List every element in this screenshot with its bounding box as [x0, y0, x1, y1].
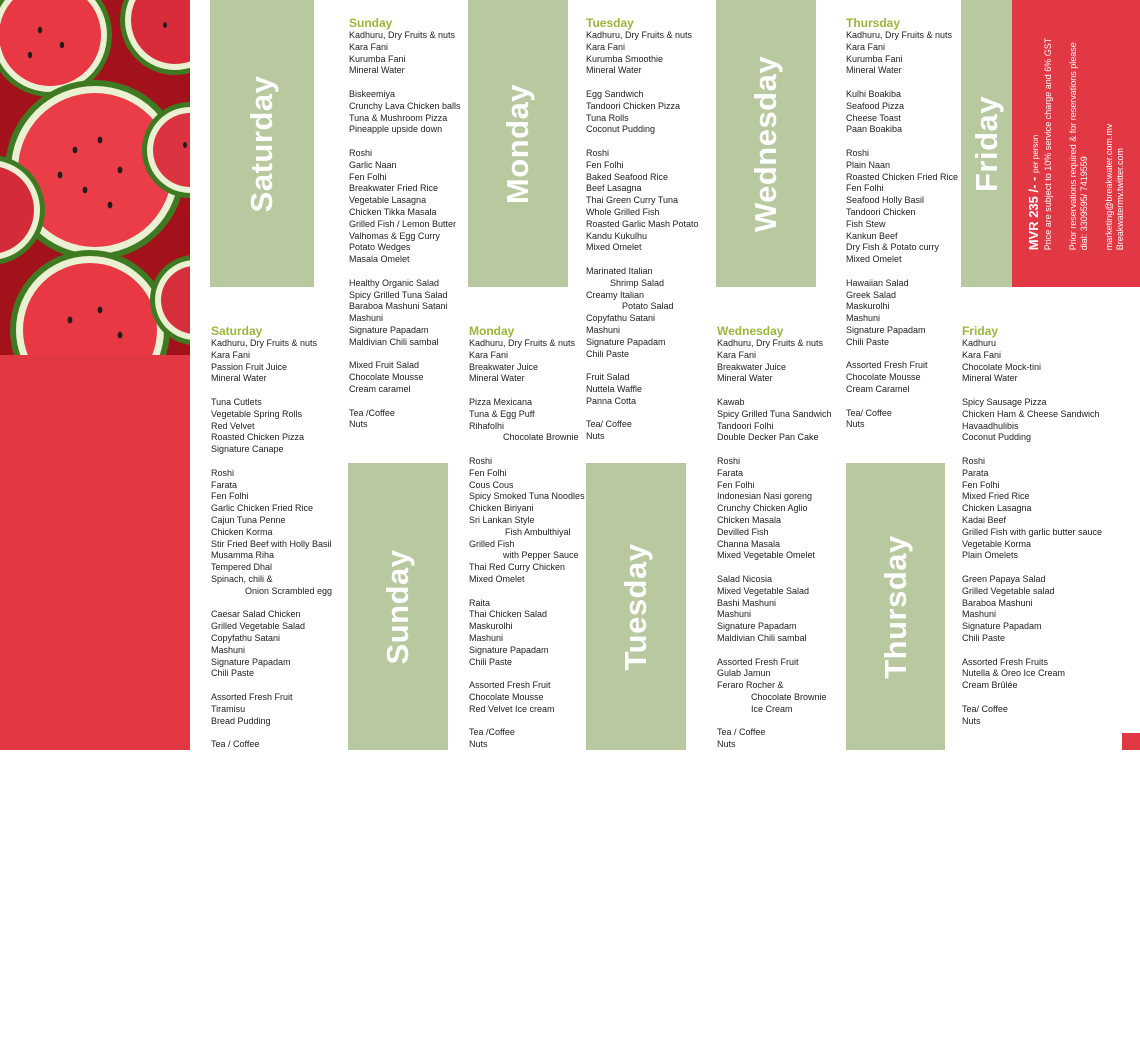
price-text: [1026, 37, 1126, 250]
price-value: MVR 235 /-: [1026, 184, 1041, 250]
menu-item: with Pepper Sauce: [503, 550, 579, 561]
menu-item: Indonesian Nasi goreng: [717, 491, 813, 502]
menu-item: Chocolate Mousse: [469, 691, 544, 702]
menu-wednesday: [717, 324, 832, 751]
menu-item: Signature Papadam: [586, 336, 666, 347]
menu-item: Chicken Masala: [717, 514, 782, 525]
menu-item: Maldivian Chili sambal: [717, 632, 807, 643]
menu-friday: [962, 324, 1102, 727]
menu-item: Chocolate Mousse: [349, 372, 424, 383]
price-amount: MVR 235 /- - per person: [1026, 134, 1041, 250]
menu-item: Vegetable Spring Rolls: [211, 408, 303, 419]
menu-item: Spicy Smoked Tuna Noodles: [469, 491, 585, 502]
menu-item: Breakwater Fried Rice: [349, 183, 439, 194]
menu-item: Kadhuru, Dry Fruits & nuts: [469, 338, 576, 348]
menu-item: Cream Caramel: [846, 383, 910, 394]
menu-gap: [586, 408, 699, 420]
menu-thursday: [846, 16, 958, 431]
menu-item: Breakwater Juice: [469, 361, 539, 372]
menu-item: Gulab Jamun: [717, 668, 771, 679]
menu-item: Vegetable Lasagna: [349, 195, 427, 206]
menu-item: Roshi: [349, 147, 373, 158]
menu-gap: [962, 692, 1102, 704]
menu-gap: [717, 385, 832, 397]
menu-item: Dry Fish & Potato curry: [846, 242, 940, 253]
menu-day-heading: Tuesday: [586, 16, 634, 30]
menu-item: Spicy Grilled Tuna Sandwich: [717, 408, 832, 419]
menu-item: Kara Fani: [469, 349, 509, 360]
menu-gap: [846, 77, 958, 89]
menu-item: Cheese Toast: [846, 112, 901, 123]
menu-gap: [211, 456, 332, 468]
menu-day-heading: Thursday: [846, 16, 901, 30]
menu-gap: [717, 562, 832, 574]
menu-item: Biskeemiya: [349, 88, 396, 99]
day-block-sunday: [348, 463, 448, 750]
menu-item: Roshi: [586, 147, 610, 158]
menu-item: Kurumba Fani: [846, 53, 903, 64]
menu-item: Greek Salad: [846, 289, 897, 300]
menu-item: Roshi: [962, 455, 986, 466]
menu-gap: [211, 598, 332, 610]
day-label-thursday: Thursday: [877, 534, 913, 679]
menu-gap: [846, 349, 958, 361]
menu-item: Feraro Rocher &: [717, 680, 784, 691]
menu-item: Assorted Fresh Fruits: [962, 656, 1049, 667]
menu-item: Green Papaya Salad: [962, 573, 1046, 584]
price-panel: [1012, 0, 1140, 287]
day-label-tuesday: Tuesday: [618, 543, 653, 670]
menu-item: Assorted Fresh Fruit: [469, 680, 551, 691]
menu-item: Red Velvet: [211, 420, 255, 431]
menu-item: Channa Masala: [717, 538, 781, 549]
menu-item: Salad Nicosia: [717, 573, 773, 584]
menu-item: Plain Omelets: [962, 550, 1019, 561]
menu-item: Seafood Pizza: [846, 100, 905, 111]
menu-gap: [349, 136, 461, 148]
menu-item: Farata: [717, 467, 744, 478]
menu-item: Plain Naan: [846, 159, 891, 170]
menu-item: Mineral Water: [962, 373, 1018, 384]
menu-item: Chili Paste: [846, 336, 890, 347]
menu-item: Onion Scrambled egg: [245, 585, 333, 596]
menu-item: Chicken Biriyani: [469, 503, 534, 514]
menu-item: Mashuni: [349, 313, 384, 324]
menu-item: Chicken Lasagna: [962, 503, 1032, 514]
menu-item: Potato Salad: [622, 301, 674, 312]
menu-item: Tuna & Egg Puff: [469, 408, 535, 419]
menu-gap: [846, 396, 958, 408]
menu-item: Tandoori Chicken: [846, 206, 916, 217]
menu-item: Fen Folhi: [349, 171, 387, 182]
menu-gap: [349, 396, 461, 408]
menu-item: Roshi: [211, 467, 235, 478]
menu-item: Kandu Kukulhu: [586, 230, 648, 241]
menu-item: Chocolate Mock-tini: [962, 361, 1042, 372]
menu-item: Mashuni: [211, 644, 246, 655]
menu-gap: [469, 444, 585, 456]
menu-item: Thai Chicken Salad: [469, 609, 548, 620]
menu-item: Rihafolhi: [469, 420, 505, 431]
menu-item: Nuts: [469, 739, 488, 750]
menu-item: Spicy Sausage Pizza: [962, 396, 1047, 407]
menu-item: Grilled Fish / Lemon Butter: [349, 218, 457, 229]
menu-item: Panna Cotta: [586, 395, 637, 406]
menu-day-heading: Sunday: [349, 16, 393, 30]
menu-item: Nuts: [717, 739, 736, 750]
menu-tuesday: [586, 16, 699, 443]
menu-item: Tea/ Coffee: [846, 407, 892, 418]
menu-item: Tea /Coffee: [349, 407, 395, 418]
menu-item: Potato Wedges: [349, 242, 411, 253]
menu-item: Kadai Beef: [962, 514, 1007, 525]
menu-item: Fish Ambulthiyal: [505, 526, 571, 537]
menu-item: Cream Brûlée: [962, 680, 1018, 691]
menu-gap: [349, 349, 461, 361]
menu-day-heading: Saturday: [211, 324, 263, 338]
menu-item: Mineral Water: [846, 65, 902, 76]
menu-item: Baraboa Mashuni Satani: [349, 301, 448, 312]
menu-item: Kara Fani: [962, 349, 1002, 360]
menu-item: Kadhuru, Dry Fruits & nuts: [349, 30, 456, 40]
menu-item: Chili Paste: [469, 656, 513, 667]
menu-item: Chili Paste: [962, 632, 1006, 643]
menu-gap: [586, 136, 699, 148]
menu-item: Kadhuru, Dry Fruits & nuts: [717, 338, 824, 348]
menu-item: Signature Papadam: [211, 656, 291, 667]
menu-item: Devilled Fish: [717, 526, 769, 537]
menu-item: Nuttela Waffle: [586, 383, 643, 394]
menu-item: Tandoori Chicken Pizza: [586, 100, 681, 111]
menu-item: Farata: [211, 479, 238, 490]
menu-item: Fen Folhi: [211, 491, 249, 502]
menu-item: Parata: [962, 467, 989, 478]
menu-item: Vegetable Korma: [962, 538, 1032, 549]
menu-item: Seafood Holly Basil: [846, 195, 925, 206]
menu-item: Mixed Omelet: [846, 254, 902, 265]
contact-email: marketing@breakwater.com.mv: [1104, 123, 1114, 250]
menu-item: Mineral Water: [586, 65, 642, 76]
menu-item: Copyfathu Satani: [211, 632, 281, 643]
menu-item: Chili Paste: [586, 348, 630, 359]
menu-item: Chocolate Mousse: [846, 372, 921, 383]
menu-item: Chocolate Brownie: [503, 432, 579, 443]
menu-item: Pineapple upside down: [349, 124, 443, 135]
menu-item: Mixed Vegetable Salad: [717, 585, 810, 596]
menu-item: Signature Papadam: [846, 324, 926, 335]
menu-gap: [211, 385, 332, 397]
menu-item: Fruit Salad: [586, 372, 630, 383]
menu-day-heading: Wednesday: [717, 324, 784, 338]
menu-item: Tempered Dhal: [211, 562, 273, 573]
menu-item: Crunchy Lava Chicken balls: [349, 100, 461, 111]
menu-item: Mashuni: [586, 324, 621, 335]
menu-item: Kara Fani: [846, 41, 886, 52]
menu-item: Signature Papadam: [469, 644, 549, 655]
menu-item: Signature Canape: [211, 444, 284, 455]
menu-item: Ice Cream: [751, 703, 793, 714]
menu-sunday: [349, 16, 461, 431]
menu-item: Tea / Coffee: [211, 739, 260, 750]
menu-monday: [469, 324, 585, 751]
day-block-monday: [468, 0, 568, 287]
menu-gap: [962, 562, 1102, 574]
menu-item: Mashuni: [846, 313, 881, 324]
menu-item: Tea/ Coffee: [586, 419, 632, 430]
menu-gap: [211, 680, 332, 692]
menu-item: Sri Lankan Style: [469, 514, 535, 525]
menu-gap: [962, 645, 1102, 657]
menu-gap: [846, 136, 958, 148]
menu-item: Mashuni: [469, 632, 504, 643]
menu-gap: [349, 77, 461, 89]
menu-item: Fen Folhi: [586, 159, 624, 170]
day-label-friday: Friday: [968, 95, 1004, 192]
menu-item: Tuna Cutlets: [211, 396, 262, 407]
menu-day-heading: Friday: [962, 324, 999, 338]
menu-item: Nuts: [586, 431, 605, 442]
menu-item: Chicken Ham & Cheese Sandwich: [962, 408, 1100, 419]
menu-item: Baraboa Mashuni: [962, 597, 1033, 608]
menu-item: Healthy Organic Salad: [349, 277, 440, 288]
menu-item: Roasted Chicken Fried Rice: [846, 171, 959, 182]
menu-item: Kulhi Boakiba: [846, 88, 902, 99]
contact-twitter: Breakwatermv.twitter.com: [1115, 147, 1125, 250]
reservations-line-1: Prior reservations required & for reservations please: [1068, 41, 1078, 250]
menu-item: Maldivian Chili sambal: [349, 336, 439, 347]
menu-item: Grilled Vegetable salad: [962, 585, 1055, 596]
menu-item: Chicken Korma: [211, 526, 273, 537]
menu-gap: [586, 254, 699, 266]
menu-item: Egg Sandwich: [586, 88, 644, 99]
menu-item: Caesar Salad Chicken: [211, 609, 301, 620]
menu-item: Tea /Coffee: [469, 727, 515, 738]
menu-item: Tiramisu: [211, 703, 246, 714]
per-person: per person: [1031, 134, 1040, 173]
menu-item: Mixed Omelet: [469, 573, 525, 584]
menu-item: Passion Fruit Juice: [211, 361, 288, 372]
menu-item: Fen Folhi: [469, 467, 507, 478]
menu-item: Kara Fani: [586, 41, 626, 52]
menu-item: Double Decker Pan Cake: [717, 432, 819, 443]
menu-item: Mixed Vegetable Omelet: [717, 550, 816, 561]
corner-accent: [1122, 733, 1140, 750]
menu-item: Nuts: [349, 419, 368, 430]
menu-item: Mineral Water: [469, 373, 525, 384]
menu-item: Coconut Pudding: [586, 124, 656, 135]
menu-item: Pizza Mexicana: [469, 396, 533, 407]
menu-item: Roasted Chicken Pizza: [211, 432, 305, 443]
menu-item: Grilled Fish: [469, 538, 515, 549]
menu-item: Tandoori Folhi: [717, 420, 774, 431]
menu-item: Chicken Tikka Masala: [349, 206, 437, 217]
day-label-wednesday: Wednesday: [748, 55, 783, 232]
day-block-friday: [961, 0, 1012, 287]
menu-item: Assorted Fresh Fruit: [717, 656, 799, 667]
menu-day-heading: Monday: [469, 324, 515, 338]
menu-item: Chili Paste: [211, 668, 255, 679]
menu-item: Roasted Garlic Mash Potato: [586, 218, 699, 229]
menu-item: Fish Stew: [846, 218, 886, 229]
menu-item: Mixed Fruit Salad: [349, 360, 420, 371]
reservations-line-2: dial: 3309595/ 7419559: [1079, 155, 1089, 250]
menu-item: Havaadhulibis: [962, 420, 1019, 431]
menu-item: Mineral Water: [717, 373, 773, 384]
menu-item: Beef Lasagna: [586, 183, 642, 194]
menu-item: Grilled Vegetable Salad: [211, 621, 306, 632]
menu-item: Tea / Coffee: [717, 727, 766, 738]
menu-item: Kara Fani: [717, 349, 757, 360]
menu-item: Kadhuru, Dry Fruits & nuts: [211, 338, 318, 348]
menu-item: Cous Cous: [469, 479, 514, 490]
menu-item: Thai Red Curry Chicken: [469, 562, 566, 573]
menu-item: Roshi: [717, 455, 741, 466]
menu-item: Kurumba Smoothie: [586, 53, 664, 64]
menu-item: Hawaiian Salad: [846, 277, 909, 288]
menu-gap: [469, 385, 585, 397]
menu-saturday: [211, 324, 332, 751]
menu-item: Nuts: [962, 715, 981, 726]
menu-gap: [717, 716, 832, 728]
menu-item: Kawab: [717, 396, 745, 407]
menu-item: Creamy Italian: [586, 289, 645, 300]
menu-gap: [349, 266, 461, 278]
menu-item: Raita: [469, 597, 491, 608]
menu-item: Assorted Fresh Fruit: [211, 691, 293, 702]
menu-item: Musamma Riha: [211, 550, 275, 561]
menu-item: Cream caramel: [349, 383, 411, 394]
menu-gap: [962, 444, 1102, 456]
branding-panel: [0, 355, 190, 1059]
menu-item: Maskurolhi: [469, 621, 513, 632]
menu-item: Valhomas & Egg Curry: [349, 230, 440, 241]
menu-item: Baked Seafood Rice: [586, 171, 669, 182]
menu-item: Thai Green Curry Tuna: [586, 195, 679, 206]
menu-item: Bashi Mashuni: [717, 597, 777, 608]
menu-item: Stir Fried Beef with Holly Basil: [211, 538, 332, 549]
menu-item: Nuts: [846, 419, 865, 430]
brand-name: BREAKWATER: [36, 838, 57, 1059]
menu-item: Red Velvet Ice cream: [469, 703, 555, 714]
menu-item: Mashuni: [717, 609, 752, 620]
menu-item: Mashuni: [962, 609, 997, 620]
menu-item: Mixed Fried Rice: [962, 491, 1030, 502]
menu-item: Nutella & Oreo Ice Cream: [962, 668, 1066, 679]
menu-item: Fen Folhi: [962, 479, 1000, 490]
menu-item: Grilled Fish with garlic butter sauce: [962, 526, 1103, 537]
day-block-thursday: [846, 463, 945, 750]
menu-item: Copyfathu Satani: [586, 313, 656, 324]
menu-item: Whole Grilled Fish: [586, 206, 660, 217]
menu-item: Fen Folhi: [846, 183, 884, 194]
menu-item: Tuna Rolls: [586, 112, 629, 123]
menu-item: Signature Papadam: [962, 621, 1042, 632]
menu-gap: [717, 645, 832, 657]
menu-item: Spinach, chili &: [211, 573, 273, 584]
menu-item: Signature Papadam: [717, 621, 797, 632]
menu-item: Shrimp Salad: [610, 277, 665, 288]
promo-headline: Win a Umra trip!: [107, 850, 137, 1059]
day-block-saturday: [210, 0, 314, 287]
event-title: Iftar Buffet 1437: [58, 794, 97, 1059]
menu-item: Kadhuru, Dry Fruits & nuts: [846, 30, 953, 40]
menu-item: Tuna & Mushroom Pizza: [349, 112, 448, 123]
menu-gap: [211, 727, 332, 739]
menu-item: Kara Fani: [211, 349, 251, 360]
price-note: Price are subject to 10% service charge and 6% GST: [1043, 37, 1053, 250]
menu-item: Garlic Naan: [349, 159, 397, 170]
menu-gap: [469, 586, 585, 598]
menu-item: Breakwater Juice: [717, 361, 787, 372]
menu-item: Kadhuru, Dry Fruits & nuts: [586, 30, 693, 40]
menu-item: Kurumba Fani: [349, 53, 406, 64]
menu-item: Fen Folhi: [717, 479, 755, 490]
menu-item: Cajun Tuna Penne: [211, 514, 286, 525]
menu-item: Bread Pudding: [211, 715, 271, 726]
menu-item: Roshi: [846, 147, 870, 158]
menu-item: Assorted Fresh Fruit: [846, 360, 928, 371]
day-block-wednesday: [716, 0, 816, 287]
menu-item: Spicy Grilled Tuna Salad: [349, 289, 448, 300]
day-label-saturday: Saturday: [244, 75, 279, 212]
menu-item: Kara Fani: [349, 41, 389, 52]
menu-item: Roshi: [469, 455, 493, 466]
day-label-monday: Monday: [500, 83, 535, 204]
menu-item: Paan Boakiba: [846, 124, 903, 135]
menu-item: Mixed Omelet: [586, 242, 642, 253]
menu-item: Maskurolhi: [846, 301, 890, 312]
menu-item: Mineral Water: [349, 65, 405, 76]
menu-item: Masala Omelet: [349, 254, 410, 265]
promo-contact: contact for details: [136, 933, 153, 1059]
menu-item: Garlic Chicken Fried Rice: [211, 503, 314, 514]
menu-gap: [586, 77, 699, 89]
menu-gap: [962, 385, 1102, 397]
menu-gap: [717, 444, 832, 456]
menu-gap: [469, 716, 585, 728]
menu-item: Coconut Pudding: [962, 432, 1032, 443]
menu-item: Kadhuru: [962, 338, 997, 348]
menu-gap: [586, 360, 699, 372]
menu-item: Signature Papadam: [349, 324, 429, 335]
menu-item: Kankun Beef: [846, 230, 898, 241]
branding-text: [36, 795, 154, 1059]
day-block-tuesday: [586, 463, 686, 750]
day-label-sunday: Sunday: [380, 549, 415, 664]
watermelon-photo: [0, 0, 190, 355]
menu-item: Tea/ Coffee: [962, 703, 1008, 714]
menu-gap: [469, 668, 585, 680]
menu-gap: [846, 266, 958, 278]
menu-item: Mineral Water: [211, 373, 267, 384]
menu-item: Chocolate Brownie: [751, 691, 827, 702]
menu-item: Marinated Italian: [586, 265, 653, 276]
menu-item: Crunchy Chicken Aglio: [717, 503, 808, 514]
